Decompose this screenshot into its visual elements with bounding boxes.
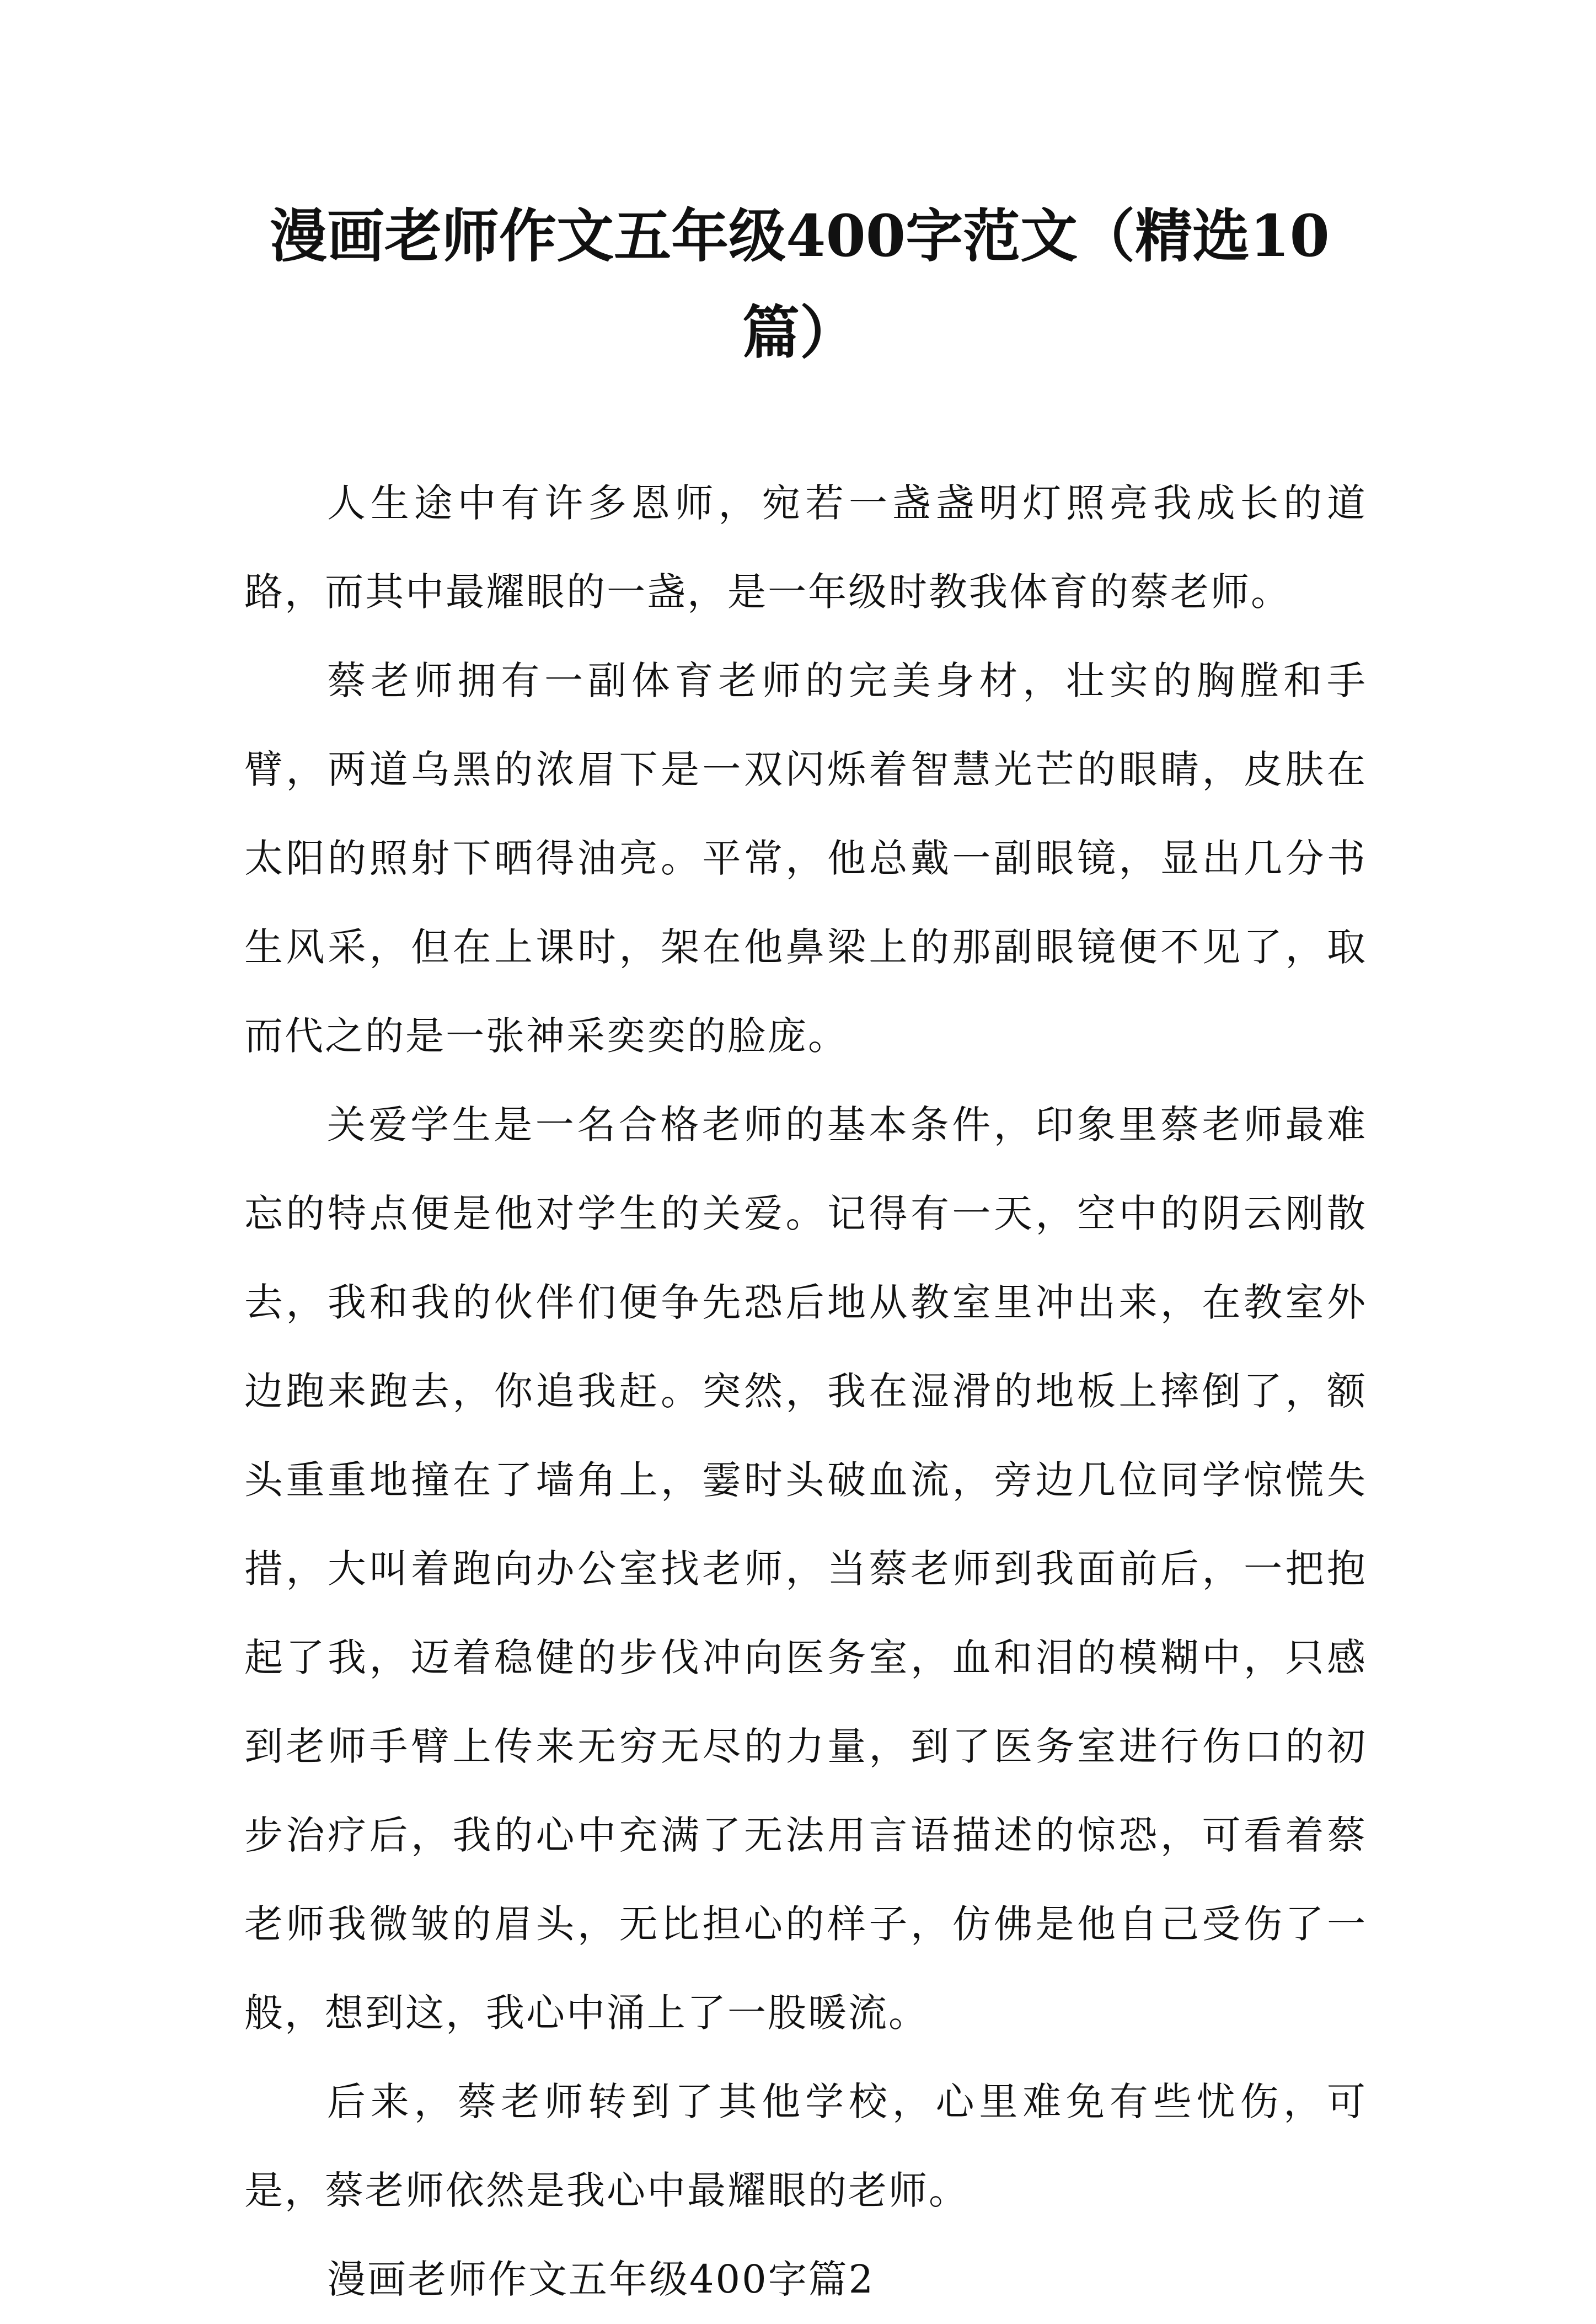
paragraph-3: 关爱学生是一名合格老师的基本条件，印象里蔡老师最难忘的特点便是他对学生的关爱。记得有一天，空中的阴云刚散去，我和我的伙伴们便争先恐后地从教室里冲出来，在教室外边跑来跑去，你追我赶。突然，我在湿滑的地板上摔倒了，额头重重地撞在了墙角上，霎时头破血流，旁边几位同学惊慌失措，大叫着跑向办公室找老师，当蔡老师到我面前后，一把抱起了我，迈着稳健的步伐冲向医务室，血和泪的模糊中，只感到老师手臂上传来无穷无尽的力量，到了医务室进行伤口的初步治疗后，我的心中充满了无法用言语描述的惊恐，可看着蔡老师我微皱的眉头，无比担心的样子，仿佛是他自己受伤了一般，想到这，我心中涌上了一股暖流。 (244, 1102, 1367, 2035)
document-body (244, 459, 1367, 2324)
document-title: 漫画老师作文五年级400字范文（精选10篇） (270, 202, 1330, 366)
paragraph-4: 后来，蔡老师转到了其他学校，心里难免有些忧伤，可是，蔡老师依然是我心中最耀眼的老师。 (244, 2079, 1367, 2213)
paragraph-2: 蔡老师拥有一副体育老师的完美身材，壮实的胸膛和手臂，两道乌黑的浓眉下是一双闪烁着智慧光芒的眼睛，皮肤在太阳的照射下晒得油亮。平常，他总戴一副眼镜，显出几分书生风采，但在上课时，架在他鼻梁上的那副眼镜便不见了，取而代之的是一张神采奕奕的脸庞。 (244, 658, 1367, 1059)
paragraph-1: 人生途中有许多恩师，宛若一盏盏明灯照亮我成长的道路，而其中最耀眼的一盏，是一年级时教我体育的蔡老师。 (244, 480, 1367, 615)
section-heading-2: 漫画老师作文五年级400字篇2 (327, 2257, 875, 2302)
